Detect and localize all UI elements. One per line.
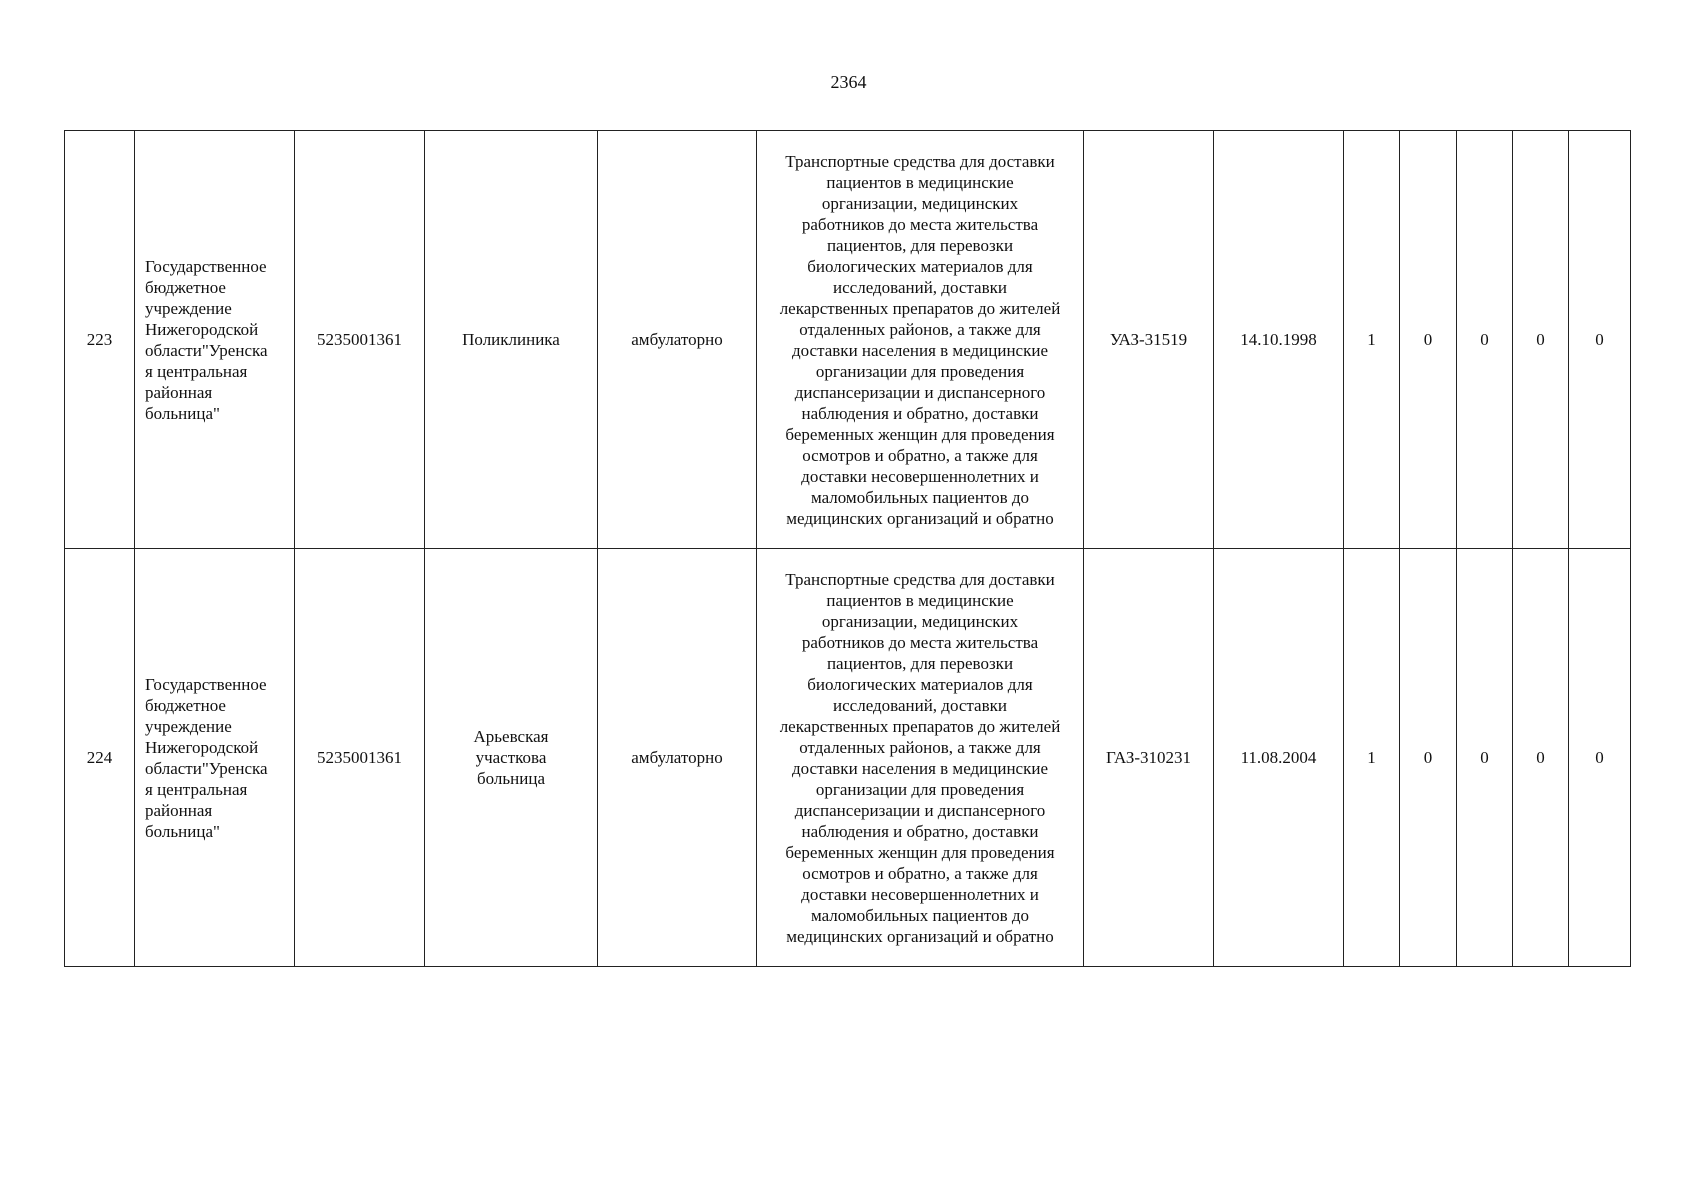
care-form-cell: амбулаторно [598,131,757,549]
date-cell: 11.08.2004 [1214,549,1344,967]
count-cell: 0 [1400,131,1457,549]
count-cell: 0 [1457,131,1513,549]
count-cell: 0 [1569,549,1631,967]
vehicle-model-cell: УАЗ-31519 [1084,131,1214,549]
date-cell: 14.10.1998 [1214,131,1344,549]
row-number-cell: 224 [65,549,135,967]
count-cell: 0 [1569,131,1631,549]
count-cell: 1 [1344,549,1400,967]
table-row [65,131,1631,549]
vehicle-registry-table [64,130,1631,967]
page-number: 2364 [830,72,867,92]
row-number-cell: 223 [65,131,135,549]
purpose-cell: Транспортные средства для доставки пациентов в медицинские организации, медицинских работников до места жительства пациентов, для перевозки биологических материалов для исследований, доставки лекарственных препаратов до жителей отдаленных районов, а также для доставки населения в медицинские организации для проведения диспансеризации и диспансерного наблюдения и обратно, доставки беременных женщин для проведения осмотров и обратно, а также для доставки несовершеннолетних и маломобильных пациентов до медицинских организаций и обратно [757,131,1084,549]
count-cell: 0 [1400,549,1457,967]
care-form-cell: амбулаторно [598,549,757,967]
count-cell: 0 [1513,549,1569,967]
organization-cell: Государственное бюджетное учреждение Нижегородской области"Уренска я центральная районная больница" [135,549,295,967]
inn-cell: 5235001361 [295,549,425,967]
division-cell: Поликлиника [425,131,598,549]
vehicle-model-cell: ГАЗ-310231 [1084,549,1214,967]
count-cell: 0 [1513,131,1569,549]
division-cell: Арьевская участкова больница [425,549,598,967]
count-cell: 1 [1344,131,1400,549]
purpose-cell: Транспортные средства для доставки пациентов в медицинские организации, медицинских работников до места жительства пациентов, для перевозки биологических материалов для исследований, доставки лекарственных препаратов до жителей отдаленных районов, а также для доставки населения в медицинские организации для проведения диспансеризации и диспансерного наблюдения и обратно, доставки беременных женщин для проведения осмотров и обратно, а также для доставки несовершеннолетних и маломобильных пациентов до медицинских организаций и обратно [757,549,1084,967]
table-row [65,549,1631,967]
organization-cell: Государственное бюджетное учреждение Нижегородской области"Уренска я центральная районная больница" [135,131,295,549]
inn-cell: 5235001361 [295,131,425,549]
count-cell: 0 [1457,549,1513,967]
